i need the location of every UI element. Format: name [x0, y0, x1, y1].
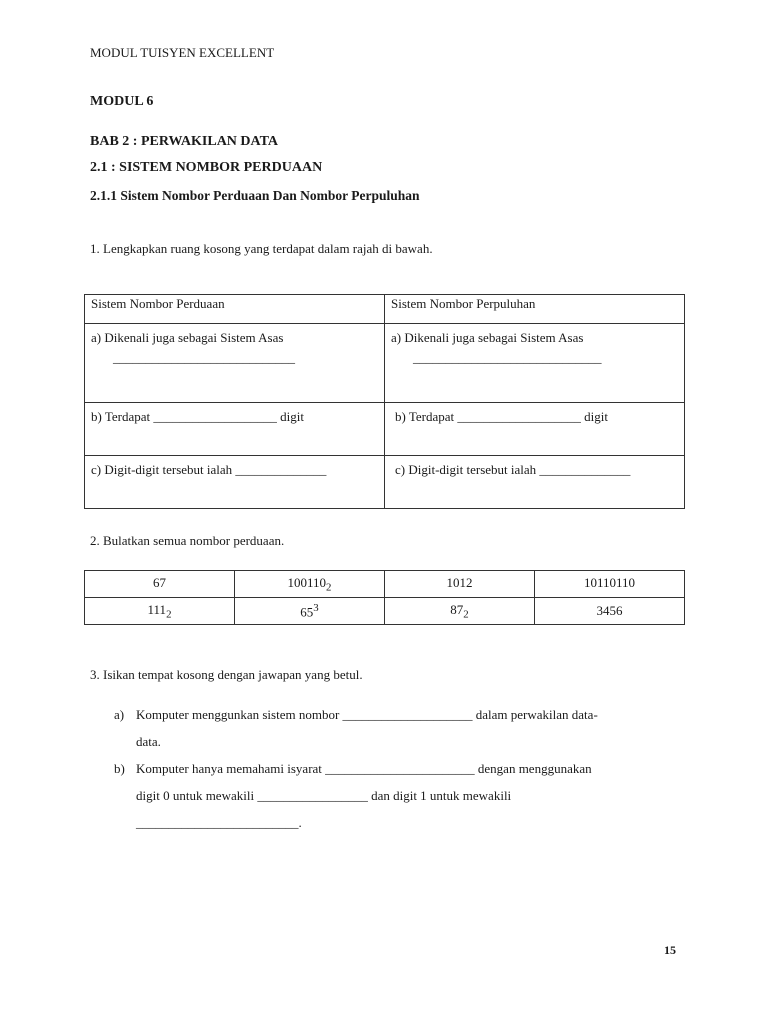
number-cell: 10110110: [535, 571, 685, 598]
number-cell: $111_2$: [85, 598, 235, 625]
module-header: MODUL TUISYEN EXCELLENT: [90, 45, 275, 60]
question-1-prompt: 1. Lengkapkan ruang kosong yang terdapat dalam rajah di bawah.: [90, 241, 433, 256]
table-cell: [85, 324, 385, 403]
number-cell: 1012: [385, 571, 535, 598]
number-cell: $65^3$: [235, 598, 385, 625]
item-b-line-1: b) Komputer hanya memahami isyarat _______________________ dengan menggunakan: [114, 761, 592, 776]
question-3-prompt: 3. Isikan tempat kosong dengan jawapan yang betul.: [90, 667, 363, 682]
number-cell: $100110_2$: [235, 571, 385, 598]
module-title: MODUL 6: [90, 94, 154, 109]
section-title: 2.1 : SISTEM NOMBOR PERDUAAN: [90, 160, 323, 175]
row-c-decimal-text: c) Digit-digit tersebut ialah ______________: [395, 462, 631, 477]
table-cell: [85, 403, 385, 456]
number-cell: 67: [85, 571, 235, 598]
item-a-line-2: data.: [136, 734, 161, 749]
item-b-line-2: digit 0 untuk mewakili _________________ dan digit 1 untuk mewakili: [136, 788, 512, 803]
number-cell: 3456: [535, 598, 685, 625]
chapter-title: BAB 2 : PERWAKILAN DATA: [90, 134, 279, 149]
row-a-decimal-blank: _____________________________: [413, 350, 602, 365]
page-number: 15: [664, 943, 676, 957]
question-2-prompt: 2. Bulatkan semua nombor perduaan.: [90, 533, 285, 548]
row-a-binary-blank: ____________________________: [113, 350, 295, 365]
row-b-binary-text: b) Terdapat ___________________ digit: [91, 409, 304, 424]
table-header-decimal: Sistem Nombor Perpuluhan: [385, 295, 685, 324]
table-cell: [385, 456, 685, 509]
row-a-binary-text: a) Dikenali juga sebagai Sistem Asas: [91, 330, 284, 345]
table-cell: [85, 456, 385, 509]
item-b-line-3: _________________________.: [136, 815, 302, 830]
number-cell: $87_2$: [385, 598, 535, 625]
subsection-title: 2.1.1 Sistem Nombor Perduaan Dan Nombor Perpuluhan: [90, 188, 420, 203]
numbers-table: [84, 570, 685, 625]
row-a-decimal-text: a) Dikenali juga sebagai Sistem Asas: [391, 330, 584, 345]
table-cell: [385, 403, 685, 456]
question-3-items: [114, 701, 674, 836]
number-system-table: [84, 294, 685, 509]
table-header-binary: Sistem Nombor Perduaan: [85, 295, 385, 324]
item-a-line-1: a) Komputer menggunkan sistem nombor ____________________ dalam perwakilan data-: [114, 707, 598, 722]
table-cell: [385, 324, 685, 403]
row-b-decimal-text: b) Terdapat ___________________ digit: [395, 409, 608, 424]
row-c-binary-text: c) Digit-digit tersebut ialah ______________: [91, 462, 327, 477]
